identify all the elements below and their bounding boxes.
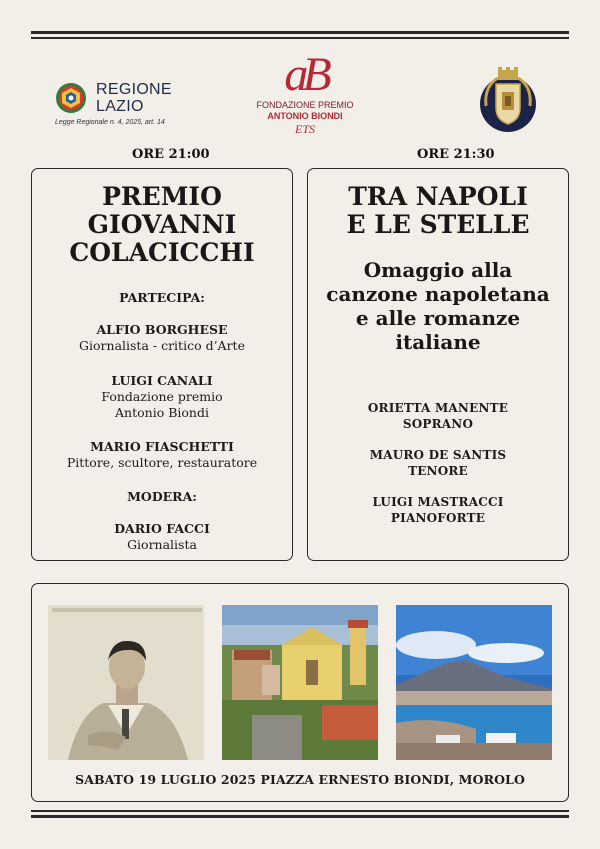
logo-row [0,48,600,148]
performer-item [308,494,568,526]
left-title-line: GIOVANNI [87,210,237,239]
performer-name: ORIETTA MANENTE [367,401,509,415]
participant-name: MARIO FIASCHETTI [90,439,234,454]
participant-role: Pittore, scultore, restauratore [66,455,258,470]
performer-role: PIANOFORTE [390,511,486,525]
moderator-role: Giornalista [127,537,197,552]
right-title [308,183,568,239]
left-title-line: COLACICCHI [69,238,255,267]
municipal-crest-icon [478,66,538,134]
right-title-line: TRA NAPOLI [348,182,528,211]
fondazione-monogram: aB [284,48,326,101]
village-photo-image [222,605,378,760]
participant-item [32,373,292,421]
right-panel [307,168,569,561]
participant-item [32,439,292,471]
participant-role: Antonio Biondi [115,405,209,420]
fondazione-logo [245,48,365,136]
performer-name: LUIGI MASTRACCI [372,495,504,509]
bottom-rule-thick [31,815,569,818]
moderator-name: DARIO FACCI [114,521,210,536]
naples-bay-photo-image [396,605,552,760]
moderator-item [32,521,292,553]
right-time: ORE 21:30 [417,147,495,162]
participant-item [32,322,292,354]
participates-label: PARTECIPA: [119,290,205,305]
fondazione-line1: FONDAZIONE PREMIO [256,100,354,110]
participant-name: ALFIO BORGHESE [96,322,228,337]
performer-item [308,400,568,432]
right-subtitle [308,258,568,354]
naples-bay-photo [396,605,552,760]
right-title-line: E LE STELLE [346,210,530,239]
subtitle-line: e alle romanze [355,306,521,330]
fondazione-line3: ETS [294,122,315,136]
left-time: ORE 21:00 [132,147,210,162]
village-photo [222,605,378,760]
performer-name: MAURO DE SANTIS [369,448,507,462]
subtitle-line: Omaggio alla [363,258,513,282]
moderator-label: MODERA: [127,489,197,504]
top-rule-thick [31,31,569,34]
left-title-line: PREMIO [102,182,222,211]
participant-role: Giornalista - critico d’Arte [79,338,245,353]
event-date-location: SABATO 19 LUGLIO 2025 PIAZZA ERNESTO BIONDI, MOROLO [75,772,525,787]
performer-role: TENORE [408,464,468,478]
regione-lazio-name [96,81,216,115]
bottom-rule-thin [31,810,569,812]
subtitle-line: italiane [395,330,481,354]
participant-name: LUIGI CANALI [111,373,213,388]
top-rule-thin [31,37,569,39]
left-panel [31,168,293,561]
regione-line2: LAZIO [96,98,144,115]
portrait-photo-image [48,605,204,760]
left-title [32,183,292,267]
fondazione-line2: ANTONIO BIONDI [267,111,343,121]
performer-item [308,447,568,479]
subtitle-line: canzone napoletana [326,282,550,306]
performer-role: SOPRANO [402,417,474,431]
participant-role: Fondazione premio [101,389,223,404]
regione-line1: REGIONE [96,81,172,98]
regione-lazio-emblem-icon [55,82,87,114]
portrait-photo [48,605,204,760]
regione-law-text: Legge Regionale n. 4, 2025, art. 14 [55,119,165,126]
